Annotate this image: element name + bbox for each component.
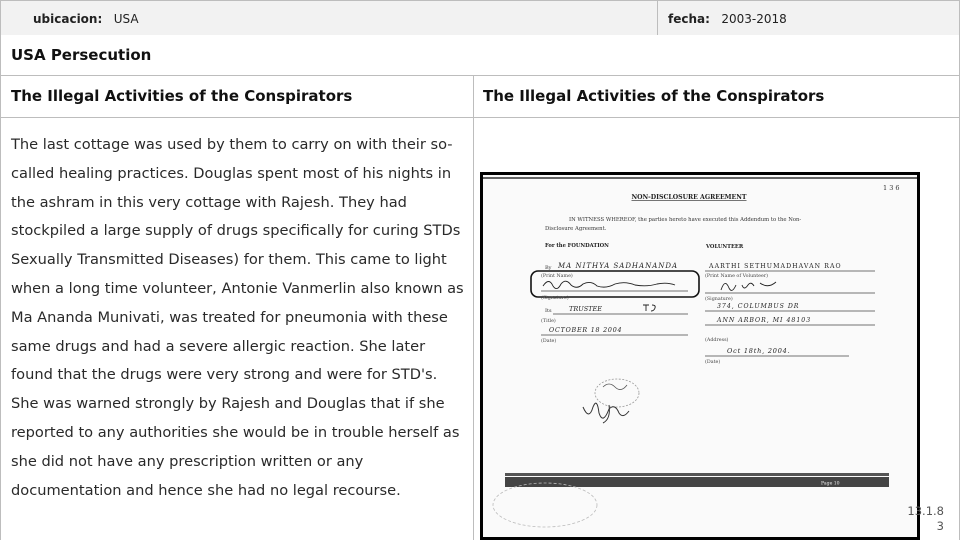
doc-title: NON-DISCLOSURE AGREEMENT	[631, 194, 747, 201]
doc-volunteer-date: Oct 18th, 2004.	[727, 347, 791, 355]
doc-footer-page: Page 10	[821, 481, 840, 487]
doc-volunteer-name: AARTHI SETHUMADHAVAN RAO	[709, 263, 842, 270]
doc-date-value: OCTOBER 18 2004	[549, 327, 623, 334]
right-section-title: The Illegal Activities of the Conspirators	[483, 87, 825, 105]
doc-title-label: (Title)	[541, 319, 556, 324]
doc-by-name: MA NITHYA SADHANANDA	[558, 262, 679, 270]
text-column	[1, 118, 474, 540]
doc-volunteer-print-label: (Print Name of Volunteer)	[705, 274, 769, 279]
doc-foundation-heading: For the FOUNDATION	[545, 243, 609, 249]
left-section-title: The Illegal Activities of the Conspirators	[11, 87, 353, 105]
doc-signature-label: (Signature)	[541, 296, 569, 301]
doc-volunteer-address-2: ANN ARBOR, MI 48103	[717, 317, 812, 324]
doc-witness-line-2: Disclosure Agreement.	[545, 226, 607, 232]
doc-volunteer-address-label: (Address)	[705, 338, 729, 343]
nda-document-image	[480, 172, 920, 540]
doc-volunteer-signature-label: (Signature)	[705, 297, 733, 302]
location-field	[33, 12, 139, 26]
left-section-header	[1, 76, 474, 117]
location-value: USA	[113, 12, 139, 26]
doc-print-name-label: (Print Name)	[541, 274, 573, 279]
doc-its-value: TRUSTEE	[569, 305, 602, 313]
header-location-cell	[1, 1, 658, 35]
doc-date-label: (Date)	[541, 339, 557, 344]
doc-its-prefix: Its	[545, 308, 552, 314]
title-row	[0, 35, 960, 76]
slide-number-line-2: 3	[936, 519, 944, 533]
body-paragraph: The last cottage was used by them to carry on with their so-called healing practices. Douglas spent most of his nights in the ashram in this very cottage with Rajesh. They had stockpiled a large supply of drugs specifically for curing STDs Sexually Transmitted Diseases) for them. This came to light when a long time volunteer, Antonie Vanmerlin also known as Ma Ananda Munivati, was treated for pneumonia with these same drugs and had a severe allergic reaction. She later found that the drugs were very strong and were for STD's. She was warned strongly by Rajesh and Douglas that if she reported to any authorities she would be in trouble herself as she did not have any prescription written or any documentation and hence she had no legal recourse.	[11, 136, 464, 499]
doc-by-prefix: By	[545, 265, 552, 271]
right-section-header	[474, 76, 959, 117]
doc-volunteer-heading: VOLUNTEER	[706, 244, 744, 250]
doc-page-mark: 1 3 6	[883, 184, 900, 192]
date-value: 2003-2018	[721, 12, 787, 26]
slide-number	[898, 504, 944, 534]
page-title: USA Persecution	[11, 46, 152, 64]
header-bar	[0, 0, 960, 36]
date-label: fecha:	[668, 12, 710, 26]
doc-volunteer-date-label: (Date)	[705, 360, 721, 365]
slide-number-line-1: 13.1.8	[907, 504, 944, 518]
doc-volunteer-address-1: 374, COLUMBUS DR	[717, 303, 800, 310]
nda-document-scan	[483, 175, 917, 537]
doc-witness-line-1: IN WITNESS WHEREOF, the parties hereto have executed this Addendum to the Non-	[569, 217, 802, 223]
location-label: ubicacion:	[33, 12, 103, 26]
section-header-row	[0, 76, 960, 118]
date-field	[668, 12, 787, 26]
